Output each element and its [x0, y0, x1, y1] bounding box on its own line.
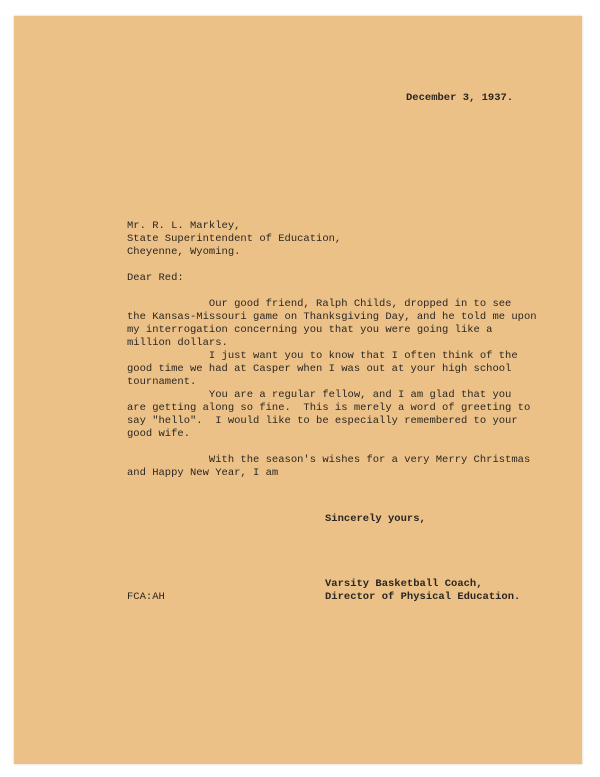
- salutation: Dear Red:: [127, 272, 184, 284]
- letter-date: December 3, 1937.: [406, 92, 514, 104]
- body-paragraph: Our good friend, Ralph Childs, dropped in to see the Kansas-Missouri game on Thanksgiving Day, and he told me upon my interrogation concerning you that you were going like a million dollars.: [127, 298, 537, 349]
- complimentary-closing: Sincerely yours,: [325, 513, 426, 525]
- reference-initials: FCA:AH: [127, 591, 165, 603]
- body-paragraph: With the season's wishes for a very Merry Christmas and Happy New Year, I am: [127, 454, 531, 479]
- recipient-address: Mr. R. L. Markley, State Superintendent of Education, Cheyenne, Wyoming.: [127, 220, 342, 258]
- letter-page: [14, 16, 582, 764]
- body-paragraph: I just want you to know that I often think of the good time we had at Casper when I was out at your high school tournament.: [127, 350, 518, 388]
- signature-block: Varsity Basketball Coach, Director of Physical Education.: [325, 578, 521, 603]
- body-paragraph: You are a regular fellow, and I am glad that you are getting along so fine. This is merely a word of greeting to say "hello". I would like to be especially remembered to your good wife.: [127, 389, 531, 440]
